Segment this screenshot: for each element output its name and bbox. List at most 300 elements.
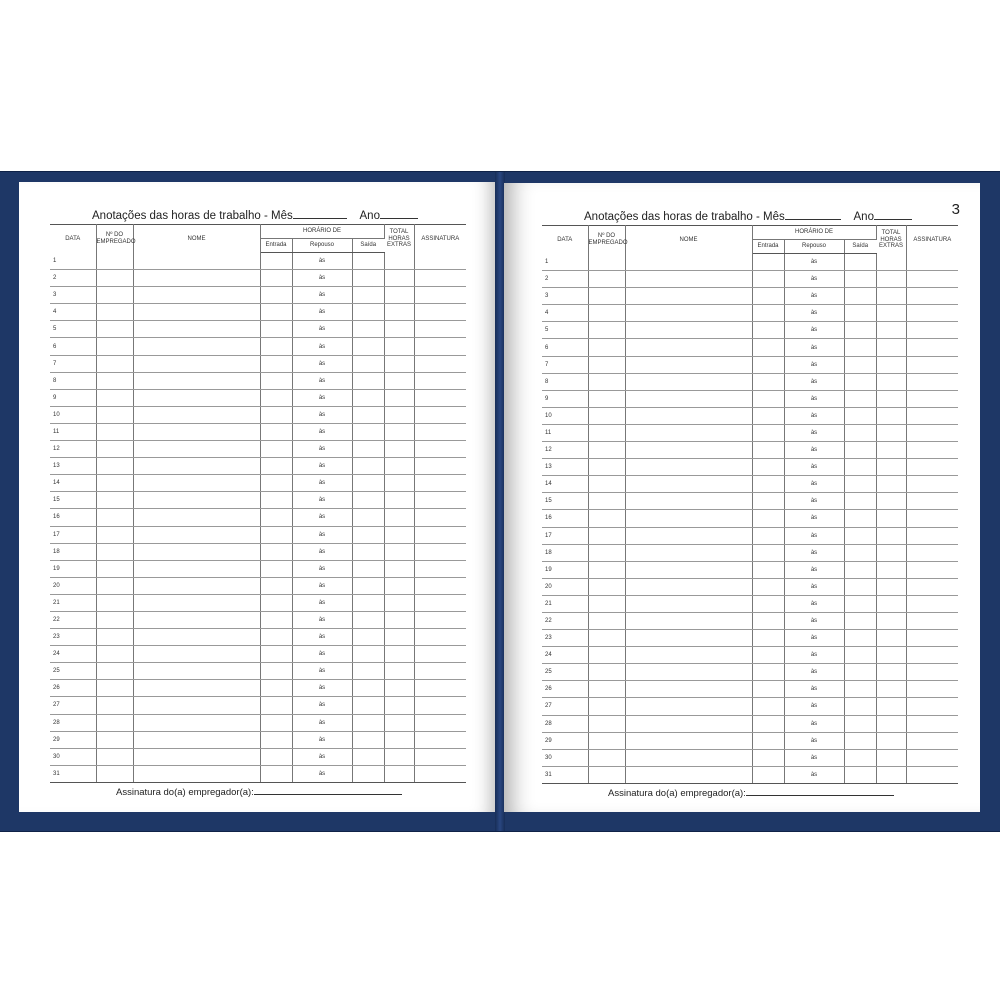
signature-cell[interactable] [414,372,466,389]
name-cell[interactable] [133,611,260,628]
exit-cell[interactable] [352,663,384,680]
entry-cell[interactable] [752,390,784,407]
exit-cell[interactable] [352,646,384,663]
signature-cell[interactable] [906,715,958,732]
name-cell[interactable] [133,304,260,321]
exit-cell[interactable] [844,544,876,561]
name-cell[interactable] [133,253,260,270]
rest-cell[interactable]: às [292,765,352,782]
overtime-cell[interactable] [876,630,906,647]
employee-number-cell[interactable] [96,509,133,526]
signature-cell[interactable] [906,390,958,407]
entry-cell[interactable] [752,698,784,715]
signature-cell[interactable] [906,527,958,544]
exit-cell[interactable] [844,339,876,356]
rest-cell[interactable]: às [784,407,844,424]
overtime-cell[interactable] [876,288,906,305]
year-blank[interactable] [380,209,418,219]
signature-cell[interactable] [414,253,466,270]
exit-cell[interactable] [352,629,384,646]
name-cell[interactable] [133,526,260,543]
employee-number-cell[interactable] [588,544,625,561]
signature-cell[interactable] [414,543,466,560]
rest-cell[interactable]: às [292,611,352,628]
rest-cell[interactable]: às [784,390,844,407]
signature-cell[interactable] [414,321,466,338]
signature-cell[interactable] [906,424,958,441]
name-cell[interactable] [625,766,752,783]
rest-cell[interactable]: às [784,288,844,305]
employee-number-cell[interactable] [96,748,133,765]
signature-cell[interactable] [906,493,958,510]
signature-cell[interactable] [414,423,466,440]
signature-cell[interactable] [906,766,958,783]
entry-cell[interactable] [752,322,784,339]
overtime-cell[interactable] [384,406,414,423]
signature-cell[interactable] [414,458,466,475]
signature-cell[interactable] [414,441,466,458]
rest-cell[interactable]: às [292,458,352,475]
rest-cell[interactable]: às [292,475,352,492]
rest-cell[interactable]: às [292,287,352,304]
overtime-cell[interactable] [384,697,414,714]
name-cell[interactable] [625,271,752,288]
overtime-cell[interactable] [384,423,414,440]
entry-cell[interactable] [752,732,784,749]
signature-cell[interactable] [414,629,466,646]
overtime-cell[interactable] [876,459,906,476]
employee-number-cell[interactable] [588,715,625,732]
exit-cell[interactable] [844,476,876,493]
overtime-cell[interactable] [876,305,906,322]
overtime-cell[interactable] [876,510,906,527]
exit-cell[interactable] [844,766,876,783]
rest-cell[interactable]: às [784,715,844,732]
overtime-cell[interactable] [384,475,414,492]
employee-number-cell[interactable] [588,681,625,698]
overtime-cell[interactable] [384,526,414,543]
entry-cell[interactable] [260,714,292,731]
rest-cell[interactable]: às [784,442,844,459]
entry-cell[interactable] [260,748,292,765]
entry-cell[interactable] [752,339,784,356]
overtime-cell[interactable] [384,646,414,663]
exit-cell[interactable] [844,442,876,459]
signature-cell[interactable] [906,305,958,322]
entry-cell[interactable] [752,493,784,510]
exit-cell[interactable] [844,612,876,629]
exit-cell[interactable] [352,765,384,782]
exit-cell[interactable] [844,305,876,322]
employee-number-cell[interactable] [96,594,133,611]
exit-cell[interactable] [844,424,876,441]
name-cell[interactable] [625,510,752,527]
signature-cell[interactable] [906,288,958,305]
entry-cell[interactable] [752,578,784,595]
rest-cell[interactable]: às [784,339,844,356]
rest-cell[interactable]: às [784,322,844,339]
name-cell[interactable] [133,406,260,423]
name-cell[interactable] [625,612,752,629]
overtime-cell[interactable] [384,748,414,765]
rest-cell[interactable]: às [784,373,844,390]
name-cell[interactable] [625,698,752,715]
rest-cell[interactable]: às [784,544,844,561]
name-cell[interactable] [625,749,752,766]
signature-line[interactable] [746,787,894,796]
employee-number-cell[interactable] [588,459,625,476]
employee-number-cell[interactable] [96,406,133,423]
exit-cell[interactable] [352,560,384,577]
rest-cell[interactable]: às [292,423,352,440]
signature-cell[interactable] [906,510,958,527]
rest-cell[interactable]: às [292,594,352,611]
name-cell[interactable] [625,578,752,595]
entry-cell[interactable] [752,305,784,322]
employee-number-cell[interactable] [588,630,625,647]
employee-number-cell[interactable] [96,475,133,492]
overtime-cell[interactable] [384,611,414,628]
name-cell[interactable] [133,270,260,287]
signature-cell[interactable] [906,476,958,493]
entry-cell[interactable] [260,577,292,594]
signature-cell[interactable] [906,749,958,766]
name-cell[interactable] [625,288,752,305]
exit-cell[interactable] [352,287,384,304]
signature-cell[interactable] [414,338,466,355]
overtime-cell[interactable] [876,424,906,441]
overtime-cell[interactable] [876,578,906,595]
entry-cell[interactable] [260,731,292,748]
employee-number-cell[interactable] [96,304,133,321]
exit-cell[interactable] [352,270,384,287]
name-cell[interactable] [133,577,260,594]
overtime-cell[interactable] [384,389,414,406]
signature-cell[interactable] [906,732,958,749]
exit-cell[interactable] [352,748,384,765]
employee-number-cell[interactable] [588,424,625,441]
signature-cell[interactable] [906,407,958,424]
name-cell[interactable] [133,355,260,372]
exit-cell[interactable] [352,321,384,338]
rest-cell[interactable]: às [292,731,352,748]
name-cell[interactable] [133,560,260,577]
rest-cell[interactable]: às [784,305,844,322]
entry-cell[interactable] [260,594,292,611]
rest-cell[interactable]: às [292,441,352,458]
rest-cell[interactable]: às [292,406,352,423]
rest-cell[interactable]: às [784,595,844,612]
overtime-cell[interactable] [876,322,906,339]
employee-number-cell[interactable] [588,766,625,783]
exit-cell[interactable] [352,680,384,697]
name-cell[interactable] [133,543,260,560]
employee-number-cell[interactable] [588,732,625,749]
signature-cell[interactable] [414,355,466,372]
name-cell[interactable] [133,646,260,663]
signature-cell[interactable] [906,664,958,681]
overtime-cell[interactable] [384,304,414,321]
employee-number-cell[interactable] [96,270,133,287]
signature-cell[interactable] [906,254,958,271]
exit-cell[interactable] [352,611,384,628]
entry-cell[interactable] [260,253,292,270]
employee-number-cell[interactable] [588,561,625,578]
name-cell[interactable] [625,476,752,493]
signature-cell[interactable] [906,681,958,698]
overtime-cell[interactable] [876,561,906,578]
exit-cell[interactable] [352,355,384,372]
name-cell[interactable] [133,338,260,355]
overtime-cell[interactable] [384,594,414,611]
signature-cell[interactable] [414,270,466,287]
rest-cell[interactable]: às [292,526,352,543]
overtime-cell[interactable] [876,612,906,629]
employee-number-cell[interactable] [96,338,133,355]
overtime-cell[interactable] [384,543,414,560]
name-cell[interactable] [133,731,260,748]
name-cell[interactable] [133,714,260,731]
name-cell[interactable] [625,442,752,459]
signature-cell[interactable] [906,322,958,339]
name-cell[interactable] [133,423,260,440]
entry-cell[interactable] [752,459,784,476]
rest-cell[interactable]: às [292,372,352,389]
employee-number-cell[interactable] [588,664,625,681]
rest-cell[interactable]: às [292,646,352,663]
rest-cell[interactable]: às [784,664,844,681]
entry-cell[interactable] [260,492,292,509]
exit-cell[interactable] [844,407,876,424]
entry-cell[interactable] [752,749,784,766]
exit-cell[interactable] [352,406,384,423]
employee-number-cell[interactable] [588,612,625,629]
entry-cell[interactable] [260,475,292,492]
signature-cell[interactable] [906,647,958,664]
entry-cell[interactable] [260,663,292,680]
entry-cell[interactable] [752,630,784,647]
year-blank[interactable] [874,210,912,220]
employee-number-cell[interactable] [588,647,625,664]
name-cell[interactable] [133,389,260,406]
exit-cell[interactable] [352,304,384,321]
rest-cell[interactable]: às [292,560,352,577]
rest-cell[interactable]: às [784,578,844,595]
rest-cell[interactable]: às [784,612,844,629]
name-cell[interactable] [133,441,260,458]
exit-cell[interactable] [844,510,876,527]
employee-number-cell[interactable] [96,680,133,697]
overtime-cell[interactable] [384,629,414,646]
rest-cell[interactable]: às [292,748,352,765]
overtime-cell[interactable] [876,390,906,407]
signature-cell[interactable] [414,526,466,543]
exit-cell[interactable] [844,271,876,288]
name-cell[interactable] [625,424,752,441]
exit-cell[interactable] [844,322,876,339]
overtime-cell[interactable] [876,647,906,664]
overtime-cell[interactable] [876,442,906,459]
name-cell[interactable] [133,321,260,338]
exit-cell[interactable] [352,253,384,270]
overtime-cell[interactable] [876,766,906,783]
exit-cell[interactable] [844,254,876,271]
overtime-cell[interactable] [876,681,906,698]
entry-cell[interactable] [752,510,784,527]
name-cell[interactable] [133,594,260,611]
month-blank[interactable] [785,210,841,220]
overtime-cell[interactable] [876,254,906,271]
employee-number-cell[interactable] [588,254,625,271]
rest-cell[interactable]: às [784,698,844,715]
rest-cell[interactable]: às [292,270,352,287]
signature-cell[interactable] [906,612,958,629]
employee-number-cell[interactable] [96,629,133,646]
employee-number-cell[interactable] [96,492,133,509]
overtime-cell[interactable] [876,595,906,612]
overtime-cell[interactable] [876,476,906,493]
rest-cell[interactable]: às [292,663,352,680]
entry-cell[interactable] [260,543,292,560]
exit-cell[interactable] [844,715,876,732]
employee-number-cell[interactable] [96,697,133,714]
rest-cell[interactable]: às [784,424,844,441]
exit-cell[interactable] [352,509,384,526]
entry-cell[interactable] [260,270,292,287]
rest-cell[interactable]: às [784,647,844,664]
exit-cell[interactable] [844,647,876,664]
entry-cell[interactable] [260,458,292,475]
rest-cell[interactable]: às [292,253,352,270]
exit-cell[interactable] [844,459,876,476]
name-cell[interactable] [625,322,752,339]
name-cell[interactable] [625,459,752,476]
overtime-cell[interactable] [384,338,414,355]
name-cell[interactable] [133,475,260,492]
name-cell[interactable] [133,287,260,304]
overtime-cell[interactable] [384,321,414,338]
employee-number-cell[interactable] [96,560,133,577]
exit-cell[interactable] [352,423,384,440]
rest-cell[interactable]: às [784,254,844,271]
entry-cell[interactable] [752,681,784,698]
employee-number-cell[interactable] [588,578,625,595]
exit-cell[interactable] [844,561,876,578]
rest-cell[interactable]: às [292,304,352,321]
entry-cell[interactable] [260,765,292,782]
rest-cell[interactable]: às [292,355,352,372]
exit-cell[interactable] [844,390,876,407]
signature-cell[interactable] [414,611,466,628]
overtime-cell[interactable] [876,715,906,732]
name-cell[interactable] [625,373,752,390]
entry-cell[interactable] [260,526,292,543]
name-cell[interactable] [625,647,752,664]
rest-cell[interactable]: às [784,766,844,783]
signature-cell[interactable] [906,561,958,578]
entry-cell[interactable] [752,647,784,664]
entry-cell[interactable] [752,595,784,612]
name-cell[interactable] [625,390,752,407]
name-cell[interactable] [625,254,752,271]
employee-number-cell[interactable] [96,611,133,628]
overtime-cell[interactable] [384,714,414,731]
employee-number-cell[interactable] [96,577,133,594]
signature-cell[interactable] [906,442,958,459]
rest-cell[interactable]: às [784,527,844,544]
entry-cell[interactable] [260,389,292,406]
employee-number-cell[interactable] [588,288,625,305]
signature-cell[interactable] [906,356,958,373]
name-cell[interactable] [133,458,260,475]
name-cell[interactable] [625,595,752,612]
exit-cell[interactable] [352,526,384,543]
month-blank[interactable] [293,209,347,219]
signature-cell[interactable] [414,287,466,304]
overtime-cell[interactable] [384,287,414,304]
entry-cell[interactable] [752,373,784,390]
exit-cell[interactable] [844,373,876,390]
overtime-cell[interactable] [876,339,906,356]
employee-number-cell[interactable] [96,765,133,782]
overtime-cell[interactable] [384,253,414,270]
exit-cell[interactable] [352,577,384,594]
name-cell[interactable] [133,748,260,765]
entry-cell[interactable] [752,271,784,288]
employee-number-cell[interactable] [96,389,133,406]
entry-cell[interactable] [752,612,784,629]
signature-cell[interactable] [414,697,466,714]
employee-number-cell[interactable] [588,322,625,339]
name-cell[interactable] [625,407,752,424]
employee-number-cell[interactable] [588,390,625,407]
overtime-cell[interactable] [876,407,906,424]
exit-cell[interactable] [352,458,384,475]
exit-cell[interactable] [844,698,876,715]
name-cell[interactable] [625,664,752,681]
overtime-cell[interactable] [876,356,906,373]
signature-cell[interactable] [414,475,466,492]
signature-cell[interactable] [906,271,958,288]
employee-number-cell[interactable] [588,749,625,766]
overtime-cell[interactable] [384,270,414,287]
signature-cell[interactable] [906,630,958,647]
employee-number-cell[interactable] [96,646,133,663]
entry-cell[interactable] [752,356,784,373]
rest-cell[interactable]: às [784,630,844,647]
rest-cell[interactable]: às [784,459,844,476]
rest-cell[interactable]: às [784,271,844,288]
exit-cell[interactable] [844,527,876,544]
overtime-cell[interactable] [384,731,414,748]
entry-cell[interactable] [260,441,292,458]
signature-cell[interactable] [906,373,958,390]
entry-cell[interactable] [260,287,292,304]
exit-cell[interactable] [352,543,384,560]
signature-cell[interactable] [414,663,466,680]
entry-cell[interactable] [752,527,784,544]
exit-cell[interactable] [352,492,384,509]
employee-number-cell[interactable] [588,510,625,527]
entry-cell[interactable] [260,611,292,628]
overtime-cell[interactable] [384,577,414,594]
employee-number-cell[interactable] [96,355,133,372]
rest-cell[interactable]: às [292,338,352,355]
entry-cell[interactable] [260,629,292,646]
signature-cell[interactable] [414,560,466,577]
rest-cell[interactable]: às [292,577,352,594]
rest-cell[interactable]: às [292,509,352,526]
